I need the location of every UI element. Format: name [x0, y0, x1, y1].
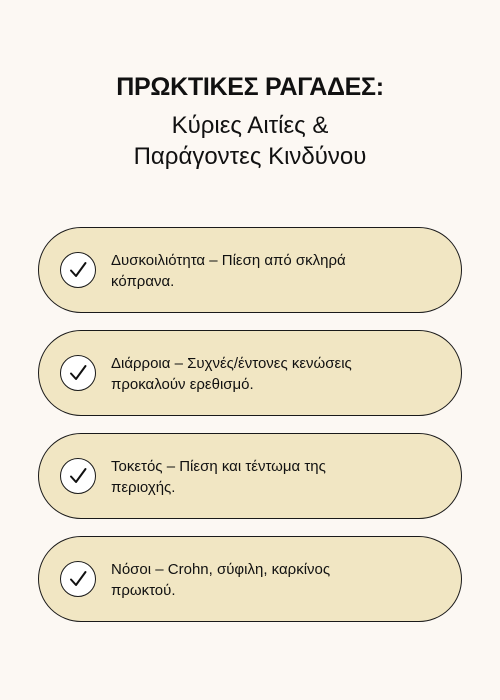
- list-item-text: Νόσοι – Crohn, σύφιλη, καρκίνος πρωκτού.: [111, 561, 331, 599]
- subtitle-line-1: Κύριες Αιτίες &: [171, 112, 329, 139]
- list-item-text: Τοκετός – Πίεση και τέντωμα της περιοχής.: [111, 458, 326, 496]
- checkmark-icon: [60, 458, 96, 494]
- list-item-constipation: [38, 227, 462, 313]
- page-subtitle: [0, 110, 500, 172]
- list-item-diarrhea: [38, 330, 462, 416]
- list-item-text: Διάρροια – Συχνές/έντονες κενώσεις προκαλούν ερεθισμό.: [111, 355, 352, 393]
- list-item-text: Δυσκοιλιότητα – Πίεση από σκληρά κόπρανα.: [111, 252, 346, 290]
- list-item-childbirth: [38, 433, 462, 519]
- list-item-diseases: [38, 536, 462, 622]
- page-title: ΠΡΩΚΤΙΚΕΣ ΡΑΓΑΔΕΣ:: [116, 73, 384, 101]
- header: [0, 72, 500, 172]
- checkmark-icon: [60, 561, 96, 597]
- subtitle-line-2: Παράγοντες Κινδύνου: [133, 143, 367, 170]
- checkmark-icon: [60, 355, 96, 391]
- causes-list: [38, 227, 462, 639]
- checkmark-icon: [60, 252, 96, 288]
